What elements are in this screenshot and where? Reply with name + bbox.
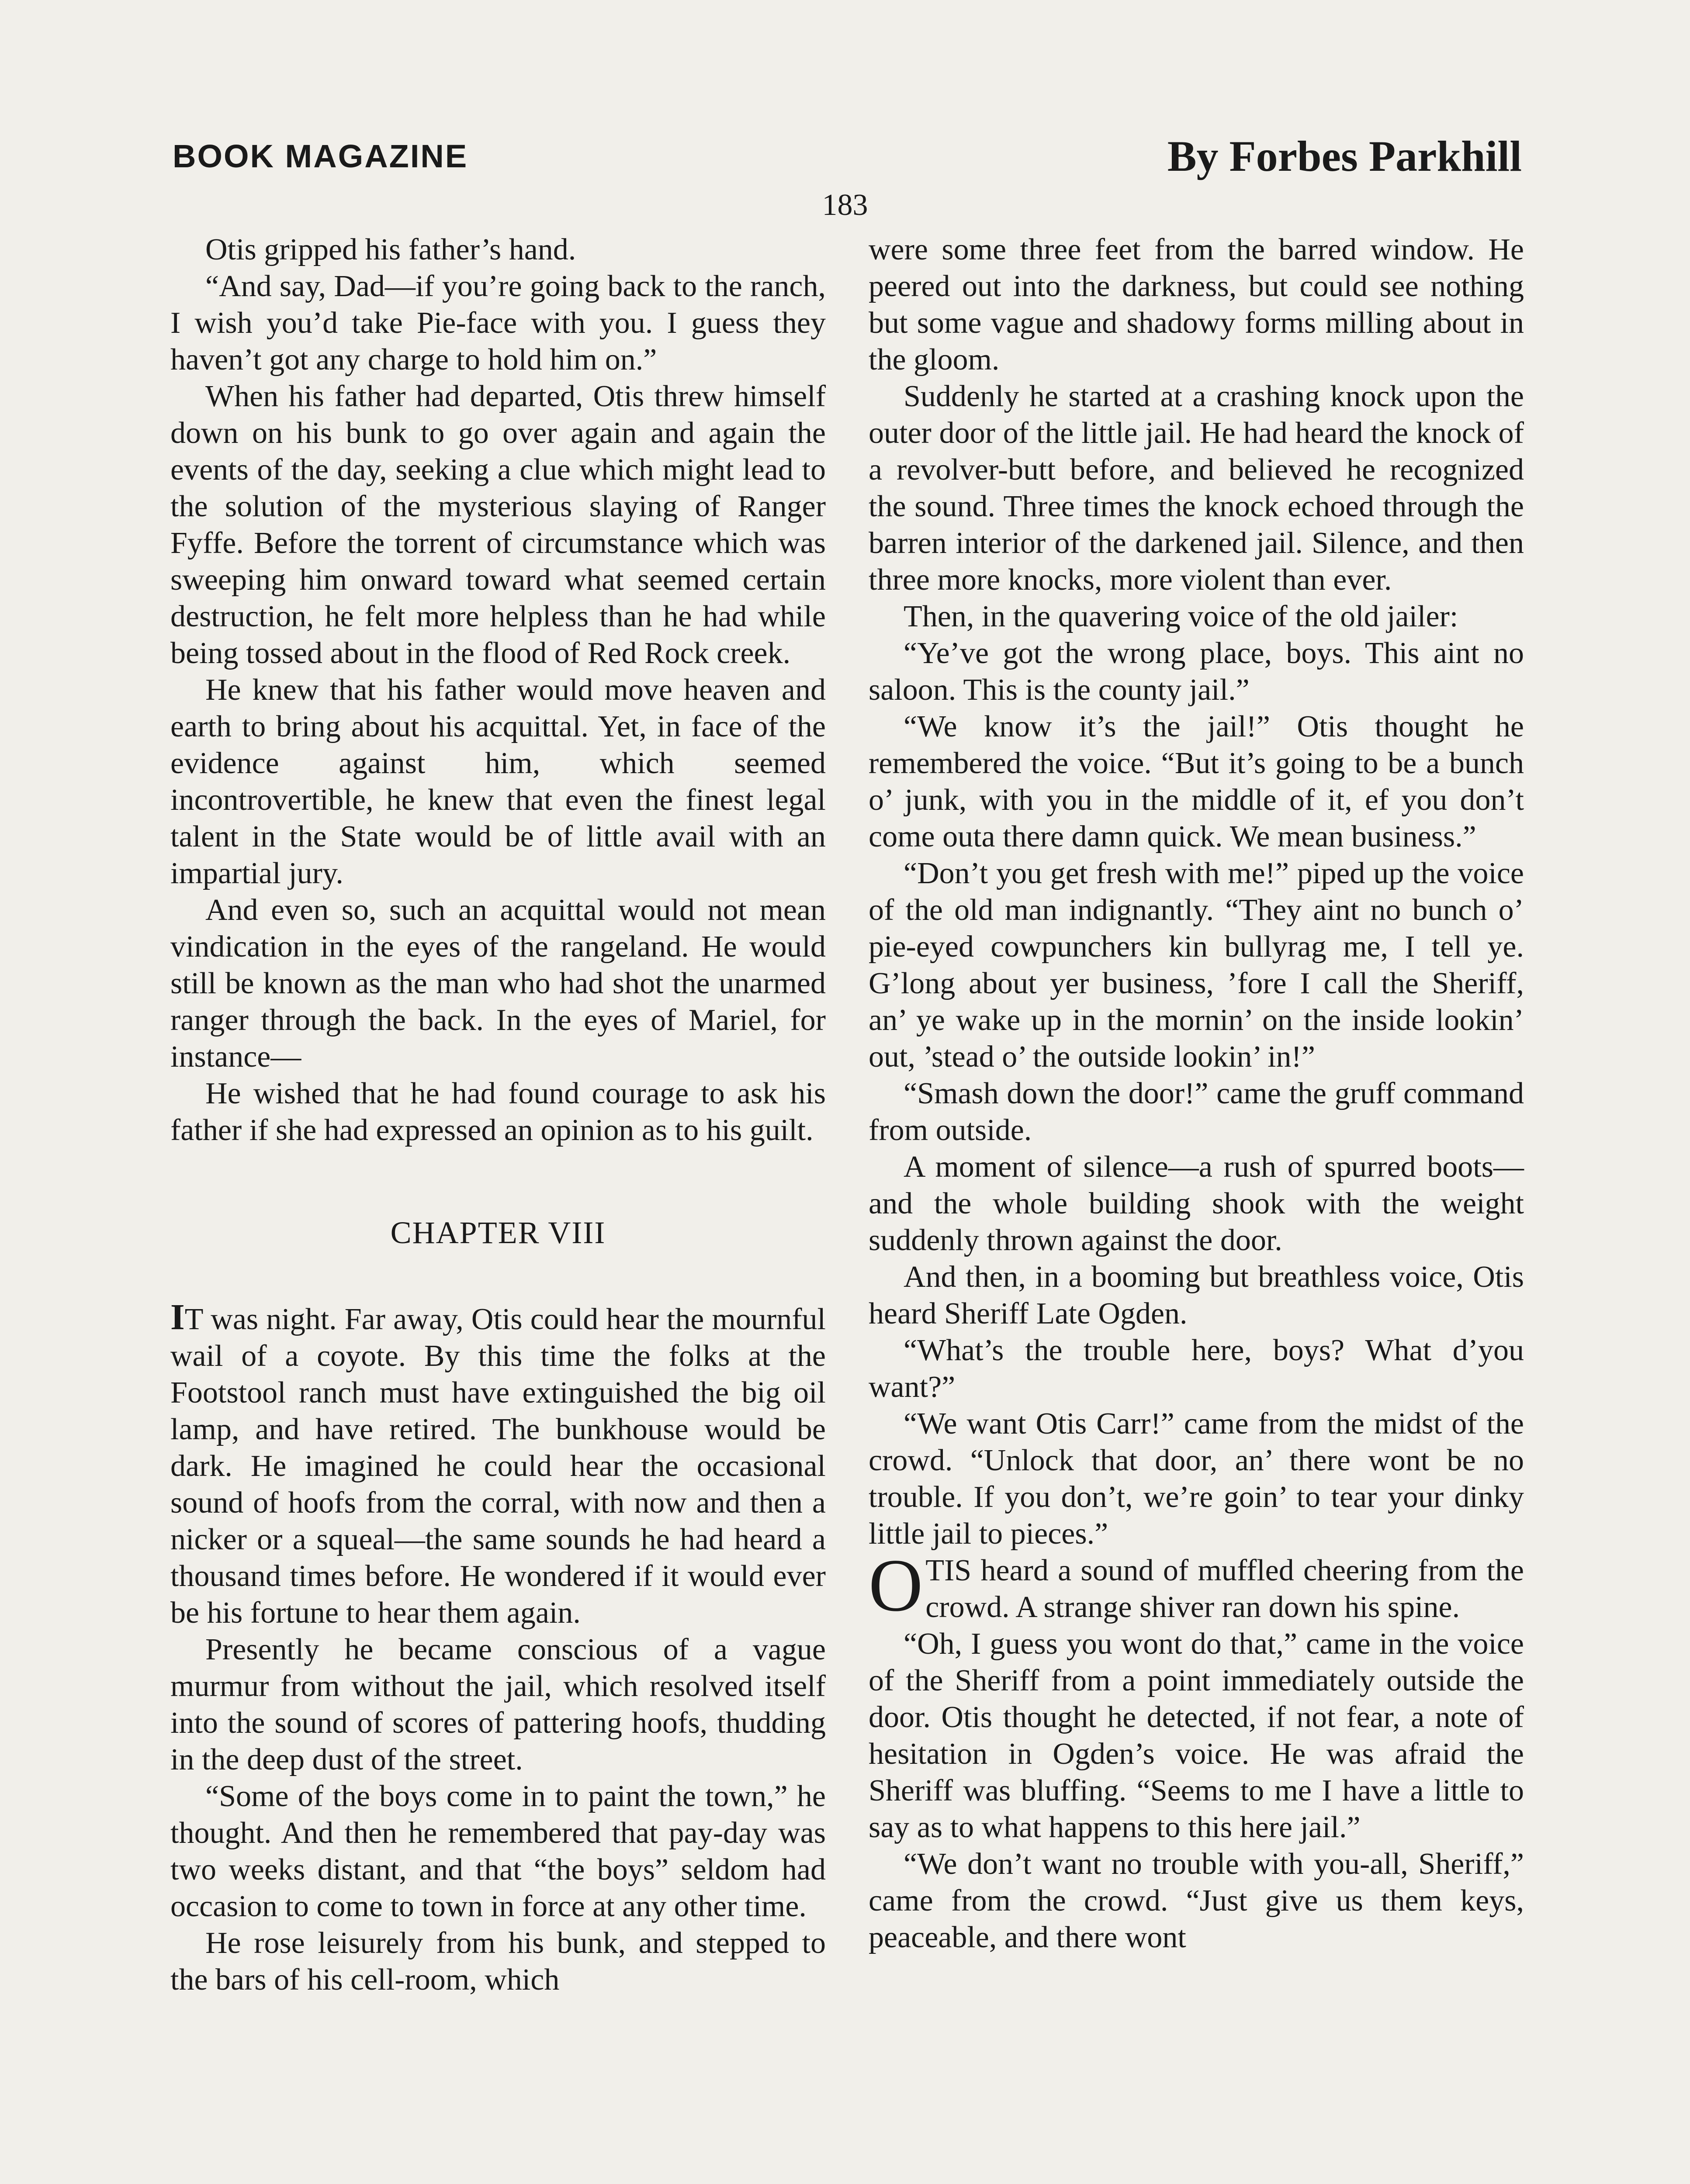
chapter-opening-text: T was night. Far away, Otis could hear the mournful wail of a coyote. By this time the folks at the Footstool ranch must have extinguished the big oil lamp, and have retired. The bunkhouse would be dark. He imagined he could hear the occasional sound of hoofs from the corral, with now and then a nicker or a squeal—the same sounds he had heard a thousand times before. He wondered if it would ever be his fortune to hear them again. [170,1303,826,1630]
paragraph: “What’s the trouble here, boys? What d’you want?” [869,1334,1524,1404]
paragraph: “Ye’ve got the wrong place, boys. This aint no saloon. This is the county jail.” [869,636,1524,707]
chapter-opening-paragraph [170,1299,826,1631]
drop-cap: I [170,1297,185,1337]
paragraph: Presently he became conscious of a vague murmur from without the jail, which resolved itself into the sound of scores of pattering hoofs, thudding in the deep dust of the street. [170,1633,826,1776]
section-opening-paragraph [869,1544,1524,1627]
paragraph: “Smash down the door!” came the gruff command from outside. [869,1077,1524,1147]
paragraph: And even so, such an acquittal would not mean vindication in the eyes of the rangeland. He would still be known as the man who had shot the unarmed ranger through the back. In the eyes of Mariel, for instance— [170,893,826,1074]
paragraph: He knew that his father would move heaven and earth to bring about his acquittal. Yet, in face of the evidence against him, which seemed incontrovertible, he knew that even the finest legal talent in the State would be of little avail with an impartial jury. [170,673,826,890]
paragraph: Suddenly he started at a crashing knock upon the outer door of the little jail. He had heard the knock of a revolver-butt before, and believed he recognized the sound. Three times the knock echoed through the barren interior of the darkened jail. Silence, and then three more knocks, more violent than ever. [869,380,1524,597]
paragraph: “Some of the boys come in to paint the town,” he thought. And then he remembered that pay-day was two weeks distant, and that “the boys” seldom had occasion to come to town in force at any other time. [170,1780,826,1923]
paragraph: “Oh, I guess you wont do that,” came in the voice of the Sheriff from a point immediately outside the door. Otis thought he detected, if not fear, a note of hesitation in Ogden’s voice. He was afraid the Sheriff was bluffing. “Seems to me I have a little to say as to what happens to this here jail.” [869,1627,1524,1844]
drop-cap: O [869,1544,923,1627]
paragraph: He wished that he had found courage to ask his father if she had expressed an opinion as to his guilt. [170,1077,826,1147]
running-header-byline: By Forbes Parkhill [1167,132,1522,180]
paragraph: Then, in the quavering voice of the old jailer: [904,600,1458,633]
continued-paragraph: were some three feet from the barred window. He peered out into the darkness, but could see nothing but some vague and shadowy forms milling about in the gloom. [869,233,1524,377]
paragraph: “We don’t want no trouble with you-all, Sheriff,” came from the crowd. “Just give us them keys, peaceable, and there wont [869,1847,1524,1954]
page-number: 183 [822,188,868,222]
paragraph: When his father had departed, Otis threw himself down on his bunk to go over again and again the events of the day, seeking a clue which might lead to the solution of the mysterious slaying of Ranger Fyffe. Before the torrent of circumstance which was sweeping him onward toward what seemed certain destruction, he felt more helpless than he had while being tossed about in the flood of Red Rock creek. [170,380,826,670]
paragraph: “Don’t you get fresh with me!” piped up the voice of the old man indignantly. “They aint no bunch o’ pie-eyed cowpunchers kin bullyrag me, I tell ye. G’long about yer business, ’fore I call the Sheriff, an’ ye wake up in the mornin’ on the inside lookin’ out, ’stead o’ the outside lookin’ in!” [869,857,1524,1074]
running-header-publication: BOOK MAGAZINE [173,138,468,174]
paragraph: “And say, Dad—if you’re going back to the ranch, I wish you’d take Pie-face with you. I guess they haven’t got any charge to hold him on.” [170,270,826,377]
paragraph: “We want Otis Carr!” came from the midst of the crowd. “Unlock that door, an’ there wont be no trouble. If you don’t, we’re goin’ to tear your dinky little jail to pieces.” [869,1407,1524,1551]
section-opening-text: TIS heard a sound of muffled cheering from the crowd. A strange shiver ran down his spine. [925,1554,1524,1624]
paragraph: And then, in a booming but breathless voice, Otis heard Sheriff Late Ogden. [869,1260,1524,1330]
chapter-heading: CHAPTER VIII [390,1215,606,1250]
paragraph: “We know it’s the jail!” Otis thought he remembered the voice. “But it’s going to be a bunch o’ junk, with you in the middle of it, ef you don’t come outa there damn quick. We mean business.” [869,710,1524,854]
right-column [869,232,1524,1956]
paragraph: He rose leisurely from his bunk, and stepped to the bars of his cell-room, which [170,1926,826,1997]
paragraph: A moment of silence—a rush of spurred boots—and the whole building shook with the weight suddenly thrown against the door. [869,1150,1524,1257]
left-column [170,232,826,1998]
paragraph: Otis gripped his father’s hand. [205,233,576,266]
